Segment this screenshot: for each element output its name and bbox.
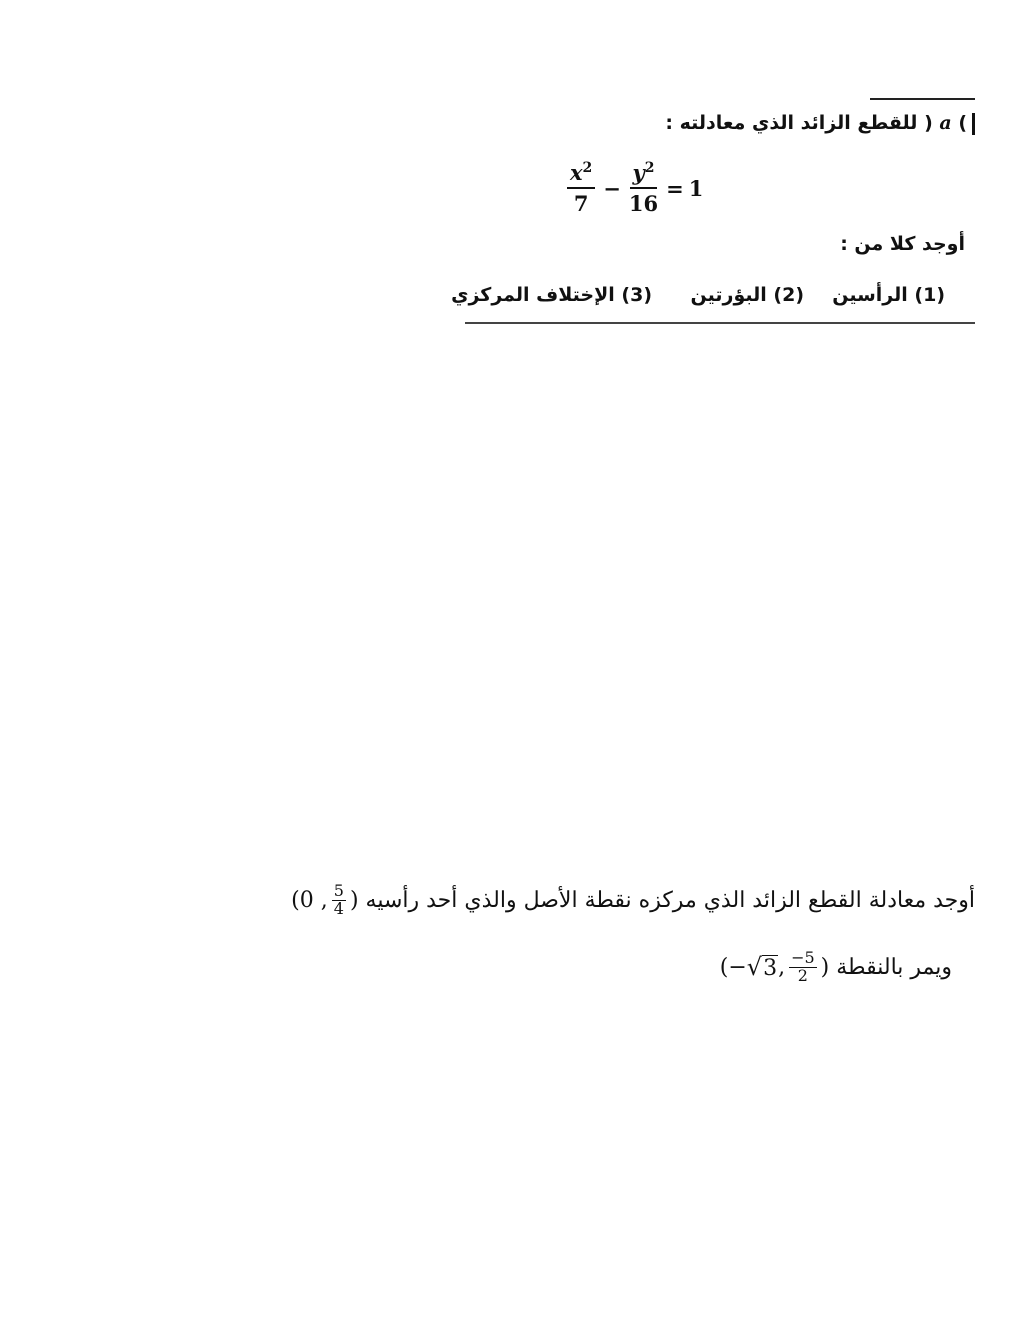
hyperbola-equation	[564, 160, 703, 216]
minus-operator: −	[603, 175, 621, 201]
vertex-open-paren: (	[291, 887, 300, 913]
point-y-denominator: 2	[797, 965, 808, 985]
item-vertices: (1) الرأسين	[832, 284, 945, 306]
equation-rhs: 1	[688, 175, 704, 201]
point-y-numerator: −5	[791, 948, 815, 967]
vertex-y-numerator: 5	[333, 881, 344, 900]
x-power: 2	[582, 160, 593, 176]
fraction-x-numerator	[567, 160, 595, 189]
vertex-x: 0	[299, 887, 314, 913]
y-power: 2	[644, 160, 655, 176]
question-a-title-text: للقطع الزائد الذي معادلته :	[665, 112, 918, 134]
question-a-instruction: أوجد كلا من :	[840, 233, 965, 255]
bracket-mark	[972, 113, 975, 135]
fraction-y-denominator: 16	[628, 191, 659, 216]
y-variable: y	[632, 160, 645, 185]
point-comma: ,	[778, 954, 786, 980]
point-close-paren: )	[820, 954, 830, 980]
vertex-y-fraction	[332, 883, 346, 918]
fraction-y-numerator	[630, 160, 658, 189]
question-b-line2-text: ويمر بالنقطة	[836, 954, 952, 980]
question-b-line1-text: أوجد معادلة القطع الزائد الذي مركزه نقطة الأصل والذي أحد رأسيه	[365, 887, 975, 913]
top-divider	[870, 98, 975, 100]
fraction-x-denominator: 7	[573, 191, 589, 216]
given-point	[720, 950, 830, 985]
point-y-fraction	[789, 950, 817, 985]
equals-sign: =	[666, 175, 684, 201]
vertex-close-paren: )	[349, 887, 359, 913]
vertex-point	[291, 883, 358, 918]
question-b-line1	[291, 883, 975, 918]
question-a-letter: a	[939, 112, 952, 134]
vertex-y-denominator: 4	[333, 898, 344, 918]
item-foci: (2) البؤرتين	[690, 284, 804, 306]
bottom-divider	[465, 322, 975, 324]
x-variable: x	[570, 160, 583, 185]
fraction-x-term	[567, 160, 595, 216]
sqrt-symbol: √	[746, 953, 763, 982]
fraction-y-term	[629, 160, 658, 216]
point-x-sqrt	[747, 953, 778, 981]
vertex-comma: ,	[320, 887, 328, 913]
point-x-sign: −	[728, 954, 747, 980]
question-a-paren-open: (	[924, 112, 933, 134]
question-a-title	[665, 112, 967, 134]
point-open-paren: (	[719, 954, 729, 980]
question-b-line2	[720, 950, 952, 985]
point-x-radicand: 3	[763, 956, 778, 982]
question-a-paren-close: )	[958, 112, 967, 134]
item-eccentricity: (3) الإختلاف المركزي	[451, 284, 652, 306]
